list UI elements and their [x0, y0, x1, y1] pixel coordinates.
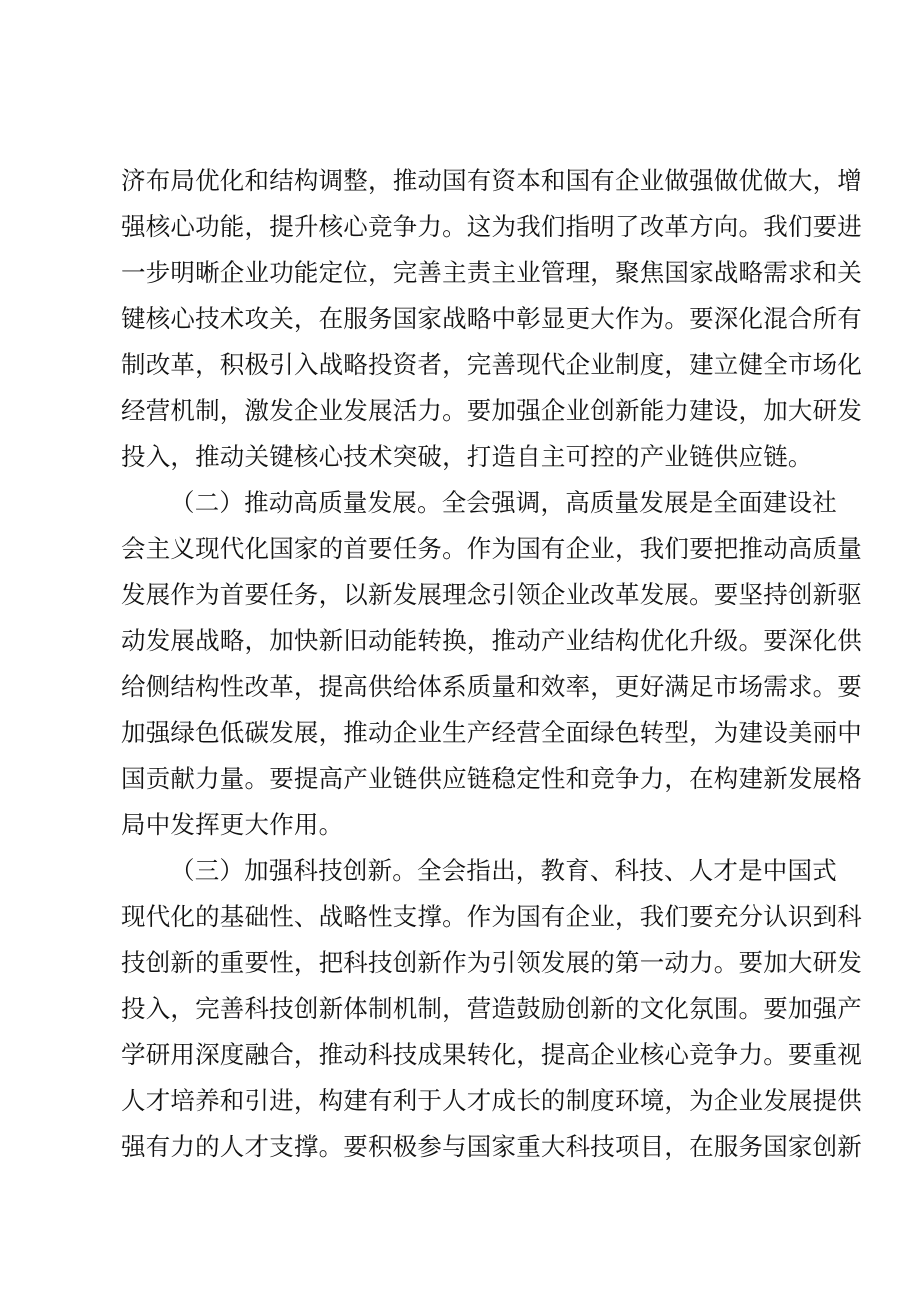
text-line: 动发展战略，加快新旧动能转换，推动产业结构优化升级。要深化供 [121, 626, 862, 655]
text-line: 技创新的重要性，把科技创新作为引领发展的第一动力。要加大研发 [121, 948, 862, 977]
text-line: 强有力的人才支撑。要积极参与国家重大科技项目，在服务国家创新 [121, 1132, 862, 1161]
body-text [121, 158, 862, 1170]
text-line: 局中发挥更大作用。 [121, 810, 344, 839]
text-line: 加强绿色低碳发展，推动企业生产经营全面绿色转型，为建设美丽中 [121, 718, 862, 747]
text-line: 经营机制，激发企业发展活力。要加强企业创新能力建设，加大研发 [121, 396, 862, 425]
text-line: 给侧结构性改革，提高供给体系质量和效率，更好满足市场需求。要 [121, 672, 862, 701]
text-line: 现代化的基础性、战略性支撑。作为国有企业，我们要充分认识到科 [121, 902, 862, 931]
text-line: 投入，完善科技创新体制机制，营造鼓励创新的文化氛围。要加强产 [121, 994, 862, 1023]
text-line: 人才培养和引进，构建有利于人才成长的制度环境，为企业发展提供 [121, 1086, 862, 1115]
text-line: 一步明晰企业功能定位，完善主责主业管理，聚焦国家战略需求和关 [121, 258, 862, 287]
text-line: 国贡献力量。要提高产业链供应链稳定性和竞争力，在构建新发展格 [121, 764, 862, 793]
section-heading-line: （二）推动高质量发展。全会强调，高质量发展是全面建设社 [170, 488, 837, 517]
text-line: 投入，推动关键核心技术突破，打造自主可控的产业链供应链。 [121, 442, 813, 471]
text-line: 键核心技术攻关，在服务国家战略中彰显更大作为。要深化混合所有 [121, 304, 862, 333]
text-line: 强核心功能，提升核心竞争力。这为我们指明了改革方向。我们要进 [121, 212, 862, 241]
text-line: 济布局优化和结构调整，推动国有资本和国有企业做强做优做大，增 [121, 166, 862, 195]
text-line: 发展作为首要任务，以新发展理念引领企业改革发展。要坚持创新驱 [121, 580, 862, 609]
section-heading-line: （三）加强科技创新。全会指出，教育、科技、人才是中国式 [170, 856, 837, 885]
text-line: 学研用深度融合，推动科技成果转化，提高企业核心竞争力。要重视 [121, 1040, 862, 1069]
text-line: 会主义现代化国家的首要任务。作为国有企业，我们要把推动高质量 [121, 534, 862, 563]
text-line: 制改革，积极引入战略投资者，完善现代企业制度，建立健全市场化 [121, 350, 862, 379]
